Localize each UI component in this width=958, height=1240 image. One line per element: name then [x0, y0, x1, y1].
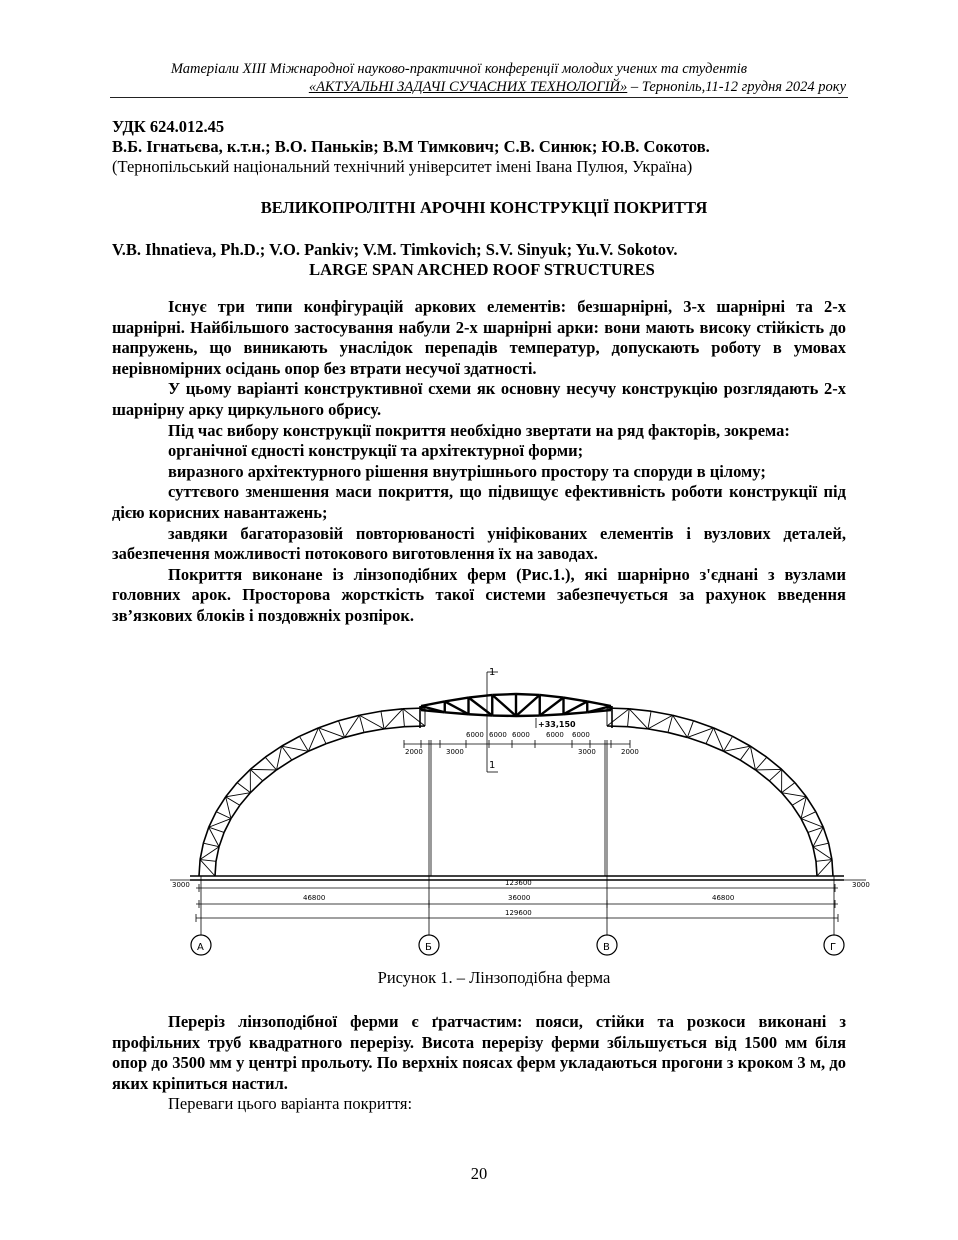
lens-top-chord [516, 694, 540, 695]
arch-diagonal [384, 709, 403, 729]
dim-label: 2000 [405, 748, 423, 756]
paragraph: Покриття виконане із лінзоподібних ферм (Рис.1.), які шарнірно з'єднані з вузлами головних арок. Просторова жорсткість такої системи забезпечується за рахунок введення зв’язкових блоків і поздовжніх розпірок. [112, 564, 846, 625]
arch-chord [219, 832, 224, 846]
paragraph: Переріз лінзоподібної ферми є ґратчастим: пояси, стійки та розкоси виконані з профільних труб квадратного перерізу. Висота перерізу ферми збільшується від 1500 мм біля опор до 3500 мм у центрі прольоту. По верхніх поясах ферм укладаються прогони з кроком 3 м, до яких кріпиться настил. [112, 1012, 846, 1093]
paragraph: органічної єдності конструкції та архітектурної форми; [168, 441, 584, 461]
arch-post [265, 757, 276, 770]
lens-top-chord [421, 701, 445, 706]
arch-diagonal [359, 715, 384, 729]
arch-diagonal [724, 746, 751, 751]
arch-post [403, 709, 405, 727]
arch-post [687, 721, 693, 738]
arch-post [724, 736, 733, 751]
arch-chord [199, 860, 200, 876]
lens-bottom-chord [540, 714, 564, 715]
lens-top-chord [587, 701, 611, 706]
arch-chord [795, 783, 806, 797]
dim-label: 3000 [446, 748, 464, 756]
dim-46800-right: 46800 [712, 894, 735, 902]
arch-chord [226, 783, 237, 797]
lens-truss [421, 694, 611, 716]
arch-chord [200, 843, 203, 859]
arch-diagonal [226, 797, 231, 819]
arch-chord [263, 770, 277, 781]
arch-post [755, 757, 766, 770]
arch-chord [792, 805, 801, 818]
arch-diagonal [817, 860, 832, 876]
arch-chord [832, 860, 833, 876]
lens-top-chord [445, 698, 469, 702]
conference-header-line1: Матеріали XIII Міжнародної науково-практичної конференції молодих учених та студентів [170, 61, 748, 77]
arch-post [801, 812, 816, 819]
arch-chord [292, 751, 309, 760]
arch-diagonal [755, 769, 781, 770]
arch-chord [364, 729, 384, 733]
arch-chord [693, 721, 713, 728]
arch-chord [277, 760, 292, 770]
arch-post [237, 783, 250, 793]
arch-chord [816, 861, 817, 876]
lens-top-chord [540, 695, 564, 698]
lens-bottom-chord [469, 714, 493, 715]
paragraph: Існує три типи конфігурацій аркових елементів: безшарнірні, 3-х шарнірні та 2-х шарнірні. Найбільшого застосування набули 2-х шарнірні арки: вони мають високу стійкість до напружень, що виникають унаслідок перепадів температур, допускають роботу в умовах нерівномірних осідань опор без втрати несучої здатності. [112, 297, 846, 378]
arch-chord [629, 709, 651, 711]
arch-chord [404, 726, 425, 727]
arch-diagonal [200, 860, 215, 876]
arch-post [339, 721, 345, 738]
udc-code: УДК 624.012.45 [112, 117, 225, 136]
arch-post [203, 843, 219, 847]
body-text-2 [112, 1012, 846, 1115]
arch-post [299, 736, 308, 751]
arch-chord [806, 797, 815, 812]
arch-post [816, 860, 832, 862]
title-en: LARGE SPAN ARCHED ROOF STRUCTURES [309, 260, 655, 279]
lens-diagonal [540, 698, 564, 716]
lens-top-chord [492, 694, 516, 695]
paragraph: завдяки багаторазовій повторюваності уніфікованих елементів і вузлових деталей, забезпечення можливості потокового виготовлення їх на заводах. [112, 523, 846, 564]
arch-chord [607, 726, 628, 727]
arch-truss-drawing [150, 655, 880, 973]
arch-diagonal [801, 797, 806, 819]
conference-place-date: – Тернопіль,11-12 грудня 2024 року [627, 79, 846, 95]
dim-total-129600: 129600 [505, 909, 532, 917]
arch-diagonal [629, 709, 648, 729]
arch-chord [237, 769, 250, 782]
arch-post [200, 860, 216, 862]
paragraph: У цьому варіанті конструктивної схеми як основну несучу конструкцію розглядають 2-х шарнірну арку циркульного обрису. [112, 379, 846, 419]
affiliation: (Тернопільський національний технічний університет імені Івана Пулюя, Україна) [112, 157, 693, 176]
arch-post [216, 812, 231, 819]
arch-diagonal [282, 746, 309, 751]
lens-diagonal [492, 695, 516, 716]
axis-label-a: А [197, 942, 204, 953]
arch-chord [250, 757, 265, 769]
dim-label: 3000 [578, 748, 596, 756]
dim-46800-left: 46800 [303, 894, 326, 902]
paragraph: Під час вибору конструкції покриття необхідно звертати на ряд факторів, зокрема: [168, 420, 790, 440]
arch-chord [318, 721, 338, 728]
lens-diagonal [469, 698, 493, 716]
arch-chord [740, 760, 755, 770]
arch-chord [769, 781, 781, 793]
dim-label: 6000 [512, 731, 530, 739]
arch-chord [648, 729, 668, 733]
arch-post [648, 711, 651, 729]
page-number: 20 [470, 1164, 488, 1183]
dim-36000: 36000 [508, 894, 531, 902]
dim-label: 6000 [489, 731, 507, 739]
arch-post [250, 769, 262, 780]
arch-chord [767, 757, 782, 769]
arch-chord [359, 711, 381, 715]
dim-label: 6000 [466, 731, 484, 739]
paragraph: Переваги цього варіанта покриття: [168, 1094, 413, 1114]
authors-en: V.B. Ihnatieva, Ph.D.; V.O. Pankiv; V.M. Timkovich; S.V. Sinyuk; Yu.V. Sokotov. [112, 240, 678, 259]
arch-chord [823, 827, 828, 843]
arch-diagonal [250, 769, 276, 770]
arch-post [628, 709, 630, 727]
arch-chord [687, 737, 706, 743]
conference-title: «АКТУАЛЬНІ ЗАДАЧІ СУЧАСНИХ ТЕХНОЛОГІЙ» [308, 79, 628, 95]
arch-chord [651, 711, 673, 715]
dim-label: 6000 [572, 731, 590, 739]
dim-label: 6000 [546, 731, 564, 739]
arch-chord [384, 727, 404, 729]
section-mark-top: 1 [489, 667, 496, 678]
arch-chord [216, 797, 225, 812]
arch-diagonal [648, 715, 673, 729]
arch-post [782, 783, 795, 793]
header-rule [110, 97, 848, 98]
title-ua: ВЕЛИКОПРОЛІТНІ АРОЧНІ КОНСТРУКЦІЇ ПОКРИТТЯ [260, 198, 708, 217]
section-mark-bottom: 1 [489, 760, 496, 771]
arch-chord [215, 861, 216, 876]
arch-diagonal [607, 709, 629, 726]
arch-chord [733, 736, 751, 746]
arch-chord [782, 769, 795, 782]
body-text-1 [112, 297, 846, 627]
dim-total-123600: 123600 [505, 879, 532, 887]
arch-diagonal [403, 709, 425, 726]
arch-chord [829, 843, 832, 859]
arch-chord [628, 727, 648, 729]
arch-chord [381, 709, 403, 711]
axis-label-b: Б [425, 942, 432, 953]
arch-chord [724, 751, 741, 760]
conference-header-line2 [309, 78, 846, 96]
lens-top-chord [469, 695, 493, 698]
arch-chord [755, 770, 769, 781]
axis-label-g: Г [830, 942, 837, 953]
figure-caption: Рисунок 1. – Лінзоподібна ферма [377, 968, 611, 987]
arch-chord [231, 805, 240, 818]
arch-chord [808, 832, 813, 846]
lens-top-chord [564, 698, 588, 702]
arch-chord [250, 781, 262, 793]
arch-chord [282, 736, 300, 746]
lens-diagonal [516, 695, 540, 716]
arch-post [813, 843, 829, 847]
arch-chord [326, 737, 345, 743]
dim-label-right: 3000 [852, 881, 870, 889]
arch-chord [203, 827, 208, 843]
axis-label-v: В [603, 942, 610, 953]
paragraph: суттєвого зменшення маси покриття, що підвищує ефективність роботи конструкції під дією корисних навантажень; [112, 482, 846, 522]
elevation-label: +33,150 [538, 720, 576, 729]
authors-ua: В.Б. Ігнатьєва, к.т.н.; В.О. Паньків; В.М Тимкович; С.В. Синюк; Ю.В. Сокотов. [112, 137, 710, 156]
arch-post [381, 711, 384, 729]
arch-post [769, 769, 781, 780]
dim-label-left: 3000 [172, 881, 190, 889]
paragraph: виразного архітектурного рішення внутрішнього простору та споруди в цілому; [168, 461, 766, 481]
dim-label: 2000 [621, 748, 639, 756]
